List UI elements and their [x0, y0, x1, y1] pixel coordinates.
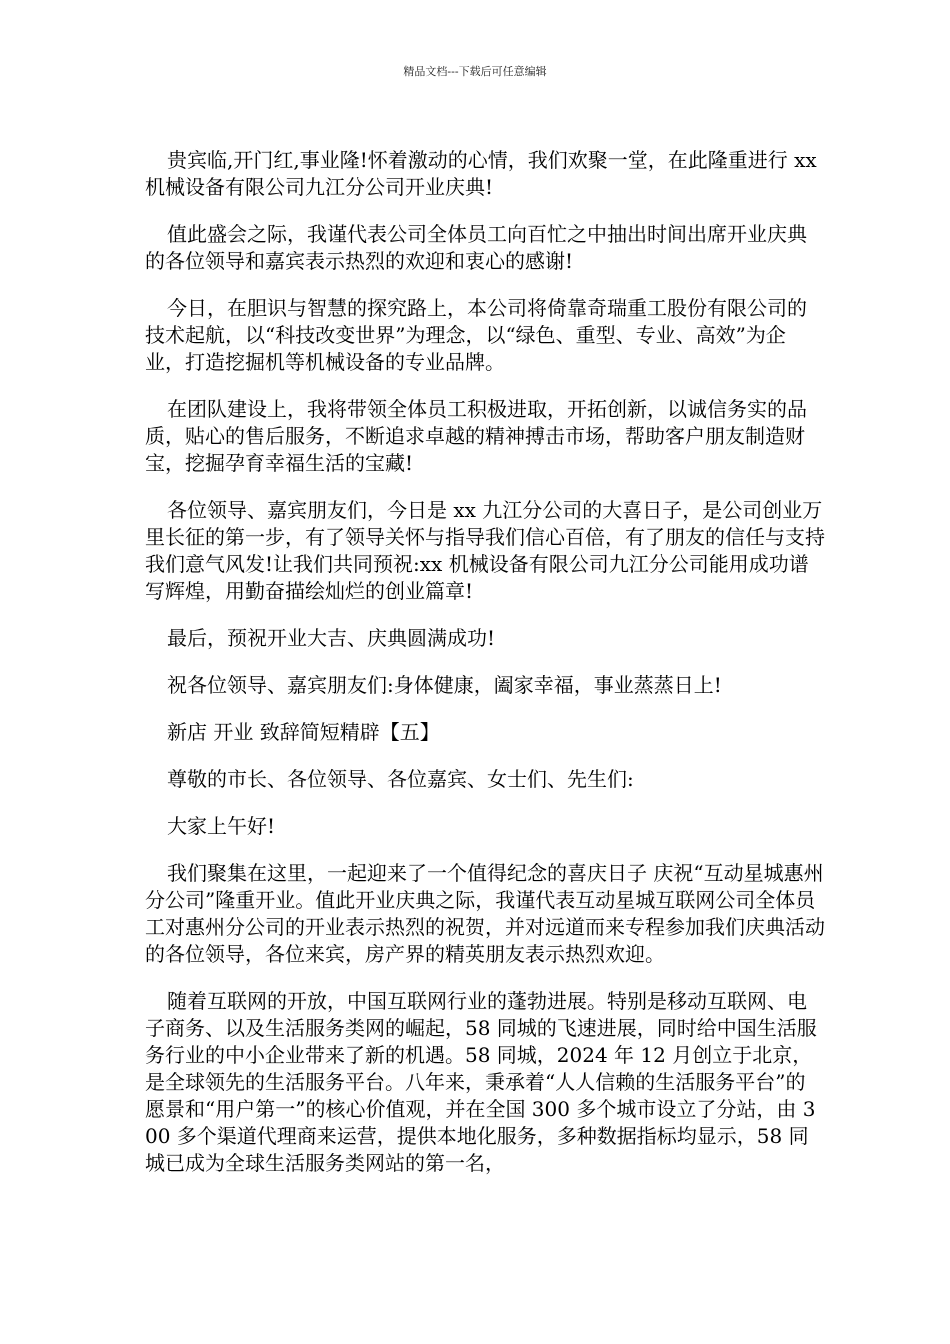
section-heading: 新店 开业 致辞简短精辟【五】 [167, 720, 440, 744]
paragraph-4: 在团队建设上，我将带领全体员工积极进取，开拓创新，以诚信务实的品质，贴心的售后服务，不断追求卓越的精神搏击市场，帮助客户朋友制造财宝，挖掘孕育幸福生活的宝藏! [145, 397, 807, 475]
paragraph-2: 值此盛会之际，我谨代表公司全体员工向百忙之中抽出时间出席开业庆典的各位领导和嘉宾表示热烈的欢迎和衷心的感谢! [145, 222, 807, 273]
document-body [145, 147, 825, 1197]
salutation: 尊敬的市长、各位领导、各位嘉宾、女士们、先生们: [167, 767, 634, 791]
paragraph-5: 各位领导、嘉宾朋友们，今日是 xx 九江分公司的大喜日子，是公司创业万里长征的第一步，有了领导关怀与指导我们信心百倍，有了朋友的信任与支持我们意气风发!让我们共同预祝:xx 机械设备有限公司九江分公司能用成功谱写辉煌，用勤奋描绘灿烂的创业篇章! [145, 498, 825, 603]
page-header: 精品文档---下载后可任意编辑 [403, 65, 547, 78]
paragraph-12: 随着互联网的开放，中国互联网行业的蓬勃进展。特别是移动互联网、电子商务、以及生活服务类网的崛起，58 同城的飞速进展，同时给中国生活服务行业的中小企业带来了新的机遇。58 同城，2024 年 12 月创立于北京，是全球领先的生活服务平台。八年来，秉承着“人人信赖的生活服务平台”的愿景和“用户第一”的核心价值观，并在全国 300 多个城市设立了分站，由 300 多个渠道代理商来运营，提供本地化服务，多种数据指标均显示，58 同城已成为全球生活服务类网站的第一名， [145, 989, 817, 1175]
paragraph-7: 祝各位领导、嘉宾朋友们:身体健康，阖家幸福，事业蒸蒸日上! [167, 673, 722, 697]
paragraph-3: 今日，在胆识与智慧的探究路上，本公司将倚靠奇瑞重工股份有限公司的技术起航，以“科技改变世界”为理念，以“绿色、重型、专业、高效”为企业，打造挖掘机等机械设备的专业品牌。 [145, 296, 807, 374]
greeting: 大家上午好! [167, 814, 276, 838]
paragraph-11: 我们聚集在这里，一起迎来了一个值得纪念的喜庆日子 庆祝“互动星城惠州分公司”隆重开业。值此开业庆典之际，我谨代表互动星城互联网公司全体员工对惠州分公司的开业表示热烈的祝贺，并对远道而来专程参加我们庆典活动的各位领导，各位来宾，房产界的精英朋友表示热烈欢迎。 [145, 861, 825, 966]
paragraph-1: 贵宾临,开门红,事业隆!怀着激动的心情，我们欢聚一堂，在此隆重进行 xx 机械设备有限公司九江分公司开业庆典! [145, 148, 817, 199]
paragraph-6: 最后，预祝开业大吉、庆典圆满成功! [167, 626, 496, 650]
